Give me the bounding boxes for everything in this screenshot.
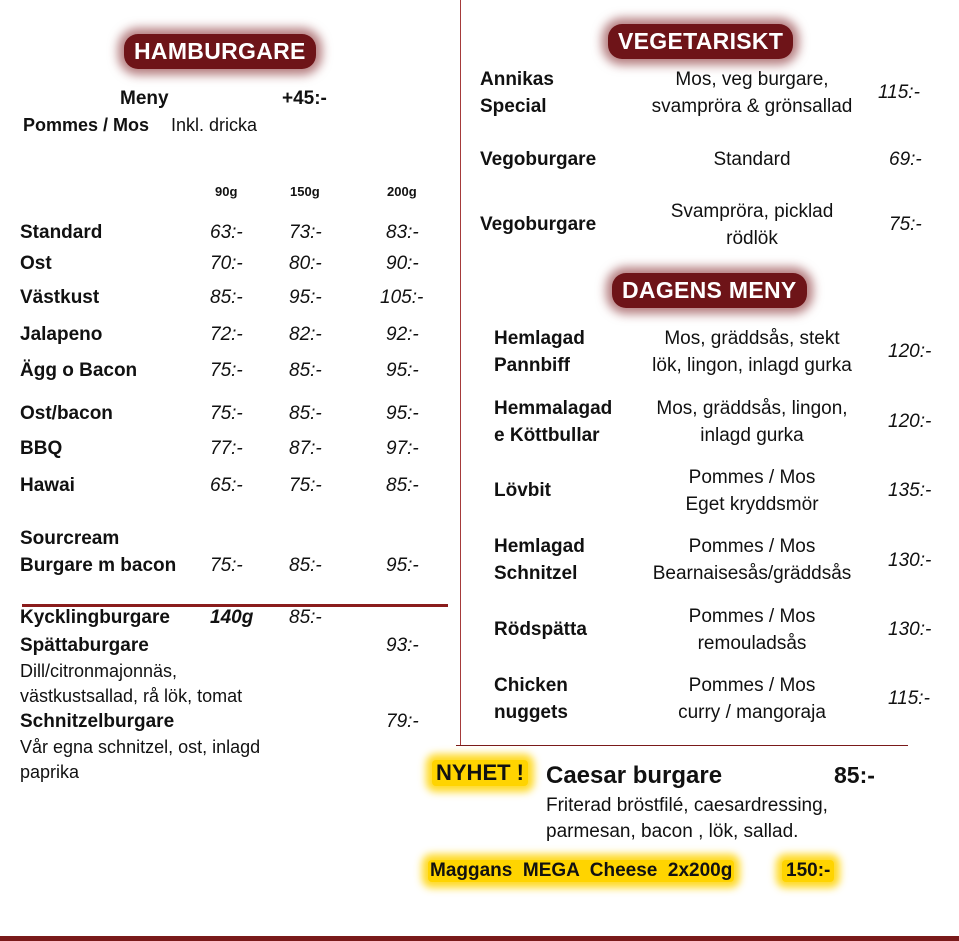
schnitzel-desc-line2: paprika [20, 762, 80, 782]
veg-desc-line1: Mos, veg burgare, [675, 69, 829, 90]
veg-price: 69:- [889, 149, 922, 170]
column-divider [460, 0, 461, 745]
veg-price: 75:- [889, 214, 922, 235]
burger-name: BBQ [20, 438, 63, 459]
dagens-name-line1: Rödspätta [494, 619, 587, 640]
dagens-price: 135:- [888, 480, 932, 501]
burger-name-line1: Sourcream [20, 528, 120, 549]
price-150g: 80:- [289, 253, 322, 274]
dagens-price: 130:- [888, 550, 932, 571]
nyhet-desc-line1: Friterad bröstfilé, caesardressing, [546, 795, 828, 816]
price-150g: 85:- [289, 403, 322, 424]
price-200g: 95:- [386, 360, 419, 381]
price-90g: 72:- [210, 324, 243, 345]
hamburgare-heading: HAMBURGARE [124, 34, 316, 69]
dagens-desc-line2: remouladsås [697, 633, 807, 654]
spatta-desc-line1: Dill/citronmajonnäs, [20, 661, 178, 681]
dagens-desc-line1: Pommes / Mos [688, 606, 816, 627]
dagens-desc-line1: Pommes / Mos [688, 467, 816, 488]
dagens-price: 120:- [888, 341, 932, 362]
price-200g: 105:- [380, 287, 424, 308]
veg-name-line1: Vegoburgare [480, 214, 597, 235]
mega-name: Maggans MEGA Cheese 2x200g [430, 860, 733, 881]
veg-price: 115:- [878, 82, 920, 103]
veg-name-line1: Annikas [480, 69, 554, 90]
size-header-90g: 90g [215, 184, 238, 199]
kyckling-weight: 140g [210, 607, 254, 628]
dagens-name-line2: Pannbiff [494, 355, 570, 376]
price-150g: 82:- [289, 324, 322, 345]
price-90g: 75:- [210, 403, 243, 424]
size-header-150g: 150g [290, 184, 320, 199]
price-150g: 75:- [289, 475, 322, 496]
size-header-200g: 200g [387, 184, 417, 199]
price-150g: 73:- [289, 222, 322, 243]
burger-name: Västkust [20, 287, 100, 308]
dagens-name-line1: Lövbit [494, 480, 551, 501]
schnitzel-desc-line1: Vår egna schnitzel, ost, inlagd [20, 737, 261, 757]
price-150g: 85:- [289, 360, 322, 381]
nyhet-desc-line2: parmesan, bacon , lök, sallad. [546, 821, 799, 842]
schnitzel-price: 79:- [386, 711, 419, 732]
dagens-price: 120:- [888, 411, 932, 432]
burger-name: Ägg o Bacon [20, 360, 138, 381]
price-150g: 85:- [289, 555, 322, 576]
veg-desc-line2: rödlök [726, 228, 778, 249]
burger-name: Standard [20, 222, 103, 243]
price-90g: 70:- [210, 253, 243, 274]
nyhet-badge: NYHET ! [432, 760, 528, 786]
price-90g: 75:- [210, 555, 243, 576]
veg-name-line2: Special [480, 96, 547, 117]
burger-name-line2: Burgare m bacon [20, 555, 177, 576]
price-200g: 97:- [386, 438, 419, 459]
price-200g: 90:- [386, 253, 419, 274]
price-200g: 95:- [386, 403, 419, 424]
veg-desc-line1: Standard [713, 149, 791, 170]
price-200g: 92:- [386, 324, 419, 345]
dagens-desc-line2: inlagd gurka [700, 425, 804, 446]
dagens-desc-line2: Eget kryddsmör [685, 494, 819, 515]
meny-price: +45:- [282, 88, 327, 109]
dagens-desc-line2: curry / mangoraja [678, 702, 826, 723]
price-90g: 65:- [210, 475, 243, 496]
price-90g: 75:- [210, 360, 243, 381]
dagens-meny-heading: DAGENS MENY [612, 273, 807, 308]
dagens-price: 130:- [888, 619, 932, 640]
price-90g: 85:- [210, 287, 243, 308]
inkl-dricka-label: Inkl. dricka [171, 115, 258, 135]
spatta-desc-line2: västkustsallad, rå lök, tomat [20, 686, 243, 706]
spatta-price: 93:- [386, 635, 419, 656]
dagens-desc-line1: Pommes / Mos [688, 675, 816, 696]
meny-label: Meny [120, 88, 169, 109]
dagens-desc-line2: lök, lingon, inlagd gurka [652, 355, 852, 376]
dagens-name-line1: Hemmalagad [494, 398, 613, 419]
dagens-desc-line1: Pommes / Mos [688, 536, 816, 557]
dagens-name-line1: Chicken [494, 675, 568, 696]
dagens-name-line2: nuggets [494, 702, 568, 723]
price-200g: 83:- [386, 222, 419, 243]
mega-price: 150:- [782, 860, 834, 882]
page-bottom-rule [0, 936, 959, 941]
nyhet-price: 85:- [834, 762, 875, 788]
dagens-desc-line2: Bearnaisesås/gräddsås [652, 563, 852, 584]
spatta-name: Spättaburgare [20, 635, 149, 656]
burger-name: Ost/bacon [20, 403, 113, 424]
burger-name: Ost [20, 253, 52, 274]
dagens-name-line1: Hemlagad [494, 328, 585, 349]
right-column-bottom-rule [456, 745, 908, 746]
veg-name-line1: Vegoburgare [480, 149, 597, 170]
dagens-name-line1: Hemlagad [494, 536, 585, 557]
schnitzel-name: Schnitzelburgare [20, 711, 175, 732]
price-200g: 85:- [386, 475, 419, 496]
dagens-name-line2: Schnitzel [494, 563, 578, 584]
burger-name: Jalapeno [20, 324, 103, 345]
vegetariskt-heading: VEGETARISKT [608, 24, 793, 59]
dagens-name-line2: e Köttbullar [494, 425, 600, 446]
price-90g: 77:- [210, 438, 243, 459]
price-150g: 87:- [289, 438, 322, 459]
price-200g: 95:- [386, 555, 419, 576]
pommes-mos-label: Pommes / Mos [23, 115, 150, 135]
veg-desc-line2: svampröra & grönsallad [651, 96, 853, 117]
kyckling-price: 85:- [289, 607, 322, 628]
price-150g: 95:- [289, 287, 322, 308]
price-90g: 63:- [210, 222, 243, 243]
kyckling-name: Kycklingburgare [20, 607, 170, 628]
burger-name: Hawai [20, 475, 75, 496]
veg-desc-line1: Svampröra, picklad [670, 201, 834, 222]
dagens-desc-line1: Mos, gräddsås, lingon, [656, 398, 848, 419]
nyhet-name: Caesar burgare [546, 762, 723, 789]
dagens-price: 115:- [888, 688, 930, 709]
dagens-desc-line1: Mos, gräddsås, stekt [664, 328, 840, 349]
